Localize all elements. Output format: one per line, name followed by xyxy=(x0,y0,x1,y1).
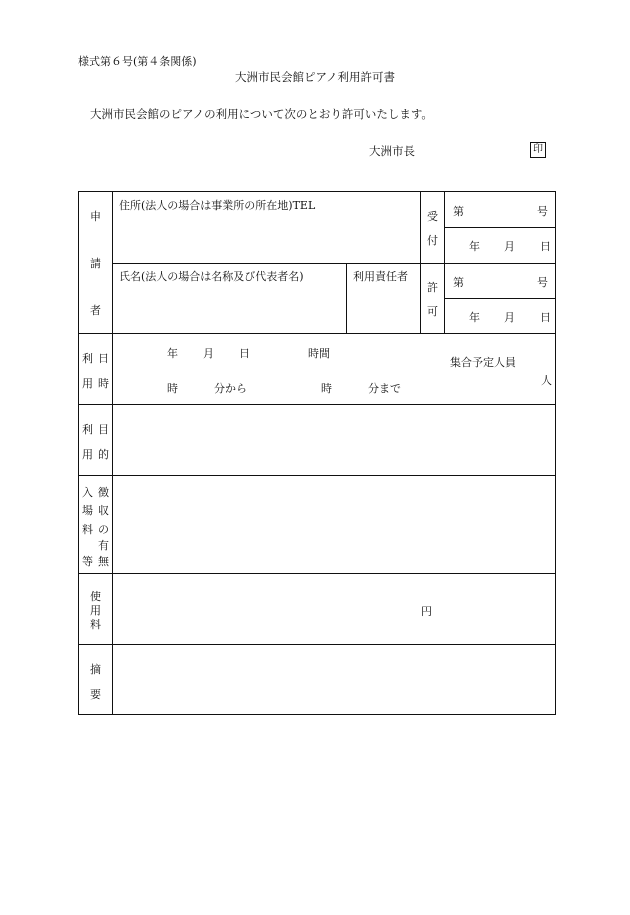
reception-inner-divider xyxy=(444,227,556,228)
admission-label-9: 無 xyxy=(98,555,109,568)
admission-label-4: 収 xyxy=(98,504,109,517)
permission-inner-divider xyxy=(444,298,556,299)
permit-form-table xyxy=(78,191,556,715)
reception-no-prefix: 第 xyxy=(453,205,464,218)
datetime-label-4: 時 xyxy=(98,377,109,390)
row-divider-admission xyxy=(79,573,556,574)
reception-month: 月 xyxy=(504,240,515,253)
remarks-label-1: 摘 xyxy=(90,663,101,676)
datetime-label-3: 用 xyxy=(82,377,93,390)
document-title: 大洲市民会館ピアノ利用許可書 xyxy=(234,70,396,84)
permission-year: 年 xyxy=(469,311,480,324)
datetime-label-2: 日 xyxy=(98,352,109,365)
purpose-label-1: 利 xyxy=(82,423,93,436)
admission-label-8: 有 xyxy=(98,539,109,552)
end-minute-until: 分まで xyxy=(368,382,401,395)
datetime-day: 日 xyxy=(239,347,250,360)
row-divider-purpose xyxy=(79,475,556,476)
admission-label-7: 等 xyxy=(82,555,93,568)
admission-label-2: 徴 xyxy=(98,486,109,499)
admission-label-3: 場 xyxy=(82,504,93,517)
reception-day: 日 xyxy=(540,240,551,253)
reception-label-1: 受 xyxy=(427,210,438,223)
start-hour: 時 xyxy=(167,382,178,395)
reception-no-suffix: 号 xyxy=(537,205,548,218)
fee-label-1: 使 xyxy=(90,590,101,603)
fee-unit: 円 xyxy=(421,605,432,618)
admission-label-1: 入 xyxy=(82,486,93,499)
responsible-divider xyxy=(346,263,347,334)
responsible-field-label: 利用責任者 xyxy=(353,270,408,283)
label-column-divider xyxy=(112,192,113,715)
applicant-label-2: 請 xyxy=(90,257,101,270)
row-divider-address-name xyxy=(113,263,556,264)
datetime-hours: 時間 xyxy=(308,347,330,360)
applicant-label-1: 申 xyxy=(90,210,101,223)
stamp-column-right xyxy=(444,192,445,334)
intro-text: 大洲市民会館のピアノの利用について次のとおり許可いたします。 xyxy=(90,107,433,121)
name-field-label: 氏名(法人の場合は名称及び代表者名) xyxy=(119,270,304,283)
form-number: 様式第６号(第４条関係) xyxy=(78,55,197,68)
reception-label-2: 付 xyxy=(427,234,438,247)
applicant-label-3: 者 xyxy=(90,304,101,317)
purpose-label-4: 的 xyxy=(98,448,109,461)
permission-month: 月 xyxy=(504,311,515,324)
purpose-label-2: 目 xyxy=(98,423,109,436)
row-divider-datetime xyxy=(79,404,556,405)
purpose-label-3: 用 xyxy=(82,448,93,461)
permission-day: 日 xyxy=(540,311,551,324)
start-minute-from: 分から xyxy=(214,382,247,395)
fee-label-2: 用 xyxy=(90,604,101,617)
stamp-column-left xyxy=(420,192,421,334)
permission-label-2: 可 xyxy=(427,305,438,318)
row-divider-applicant xyxy=(79,333,556,334)
attendance-unit: 人 xyxy=(541,374,552,387)
row-divider-fee xyxy=(79,644,556,645)
datetime-label-1: 利 xyxy=(82,352,93,365)
end-hour: 時 xyxy=(321,382,332,395)
attendance-label: 集合予定人員 xyxy=(450,356,516,369)
datetime-month: 月 xyxy=(203,347,214,360)
seal-stamp: 印 xyxy=(530,142,546,158)
fee-label-3: 料 xyxy=(90,618,101,631)
reception-year: 年 xyxy=(469,240,480,253)
remarks-label-2: 要 xyxy=(90,688,101,701)
address-field-label: 住所(法人の場合は事業所の所在地)TEL xyxy=(119,199,316,212)
datetime-year: 年 xyxy=(167,347,178,360)
permission-no-prefix: 第 xyxy=(453,276,464,289)
admission-label-6: の xyxy=(98,523,109,536)
admission-label-5: 料 xyxy=(82,523,93,536)
issuer-name: 大洲市長 xyxy=(369,144,415,158)
permission-no-suffix: 号 xyxy=(537,276,548,289)
permission-label-1: 許 xyxy=(427,281,438,294)
